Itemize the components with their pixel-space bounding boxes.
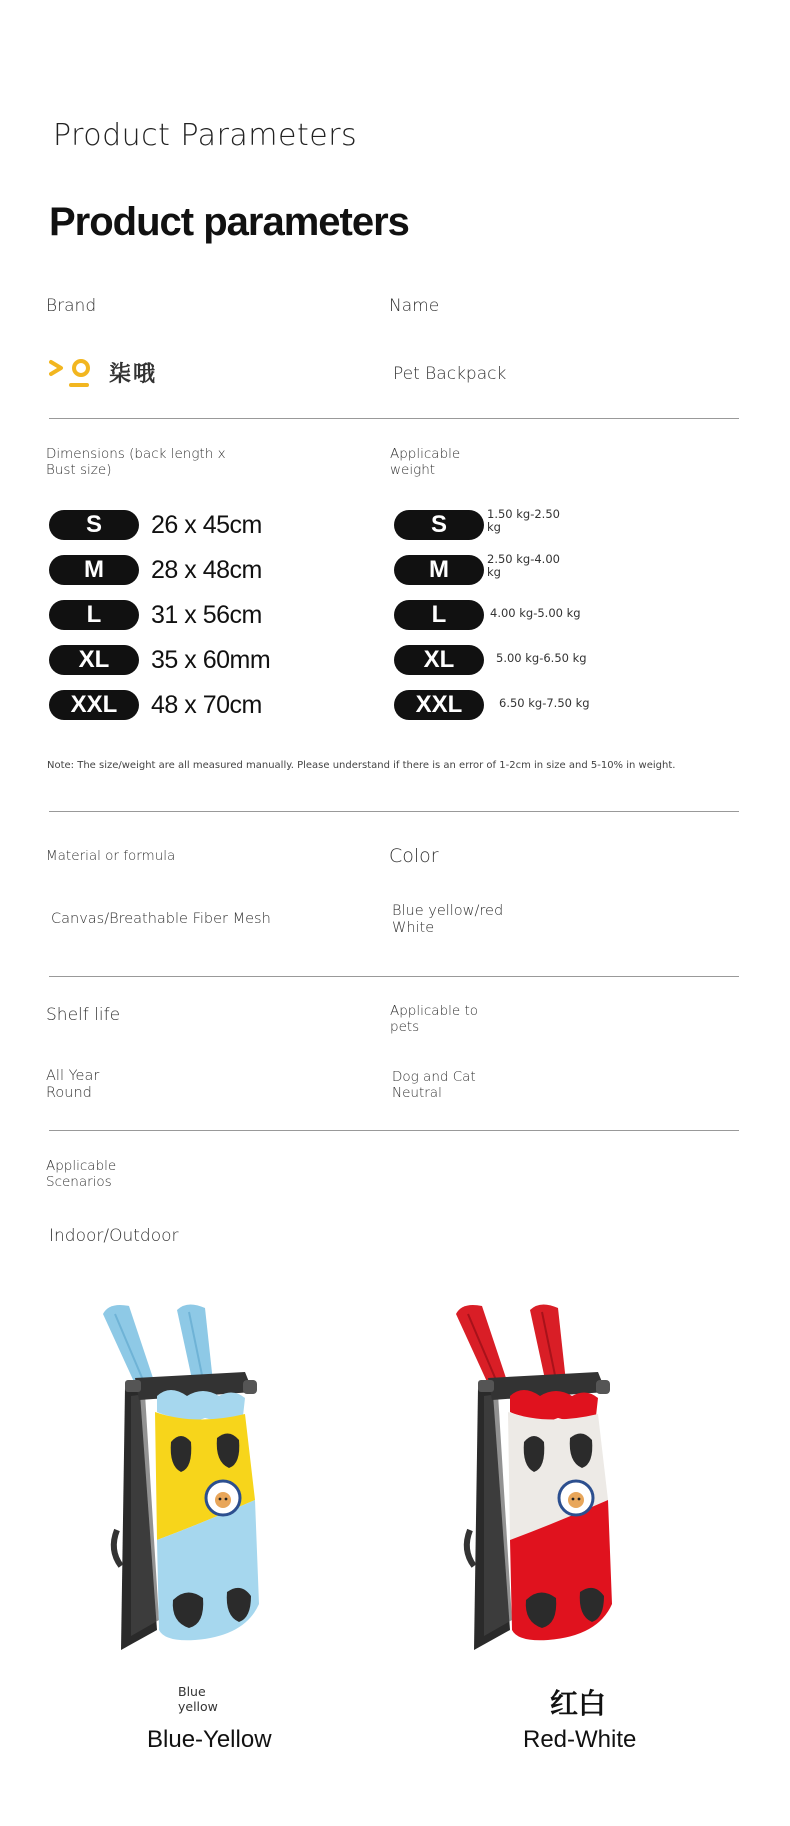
weight-label-line2: weight <box>390 462 436 478</box>
weight-value-xxl: 6.50 kg-7.50 kg <box>499 696 590 710</box>
measurement-note: Note: The size/weight are all measured manually. Please understand if there is an error of 1-2cm in size and 5-10% in weight. <box>47 760 676 771</box>
shelf-life-label: Shelf life <box>46 1005 121 1025</box>
divider <box>49 1130 739 1131</box>
brand-label: Brand <box>46 296 97 316</box>
scenarios-label <box>46 1158 116 1190</box>
shelf-life-value-line1: All Year <box>46 1068 100 1084</box>
dimensions-label-line2: Bust size) <box>46 462 112 478</box>
size-badge-xxl: XXL <box>49 690 139 720</box>
product-name-red-white: Red-White <box>523 1726 637 1753</box>
mesh-texture <box>131 1394 159 1636</box>
page-subtitle: Product Parameters <box>53 118 358 153</box>
page-title: Product parameters <box>49 200 409 244</box>
buckle <box>478 1380 494 1392</box>
color-value-line1: Blue yellow/red <box>392 903 504 919</box>
weight-badge-s: S <box>394 510 484 540</box>
weight-value-s-line1: 1.50 kg-2.50 <box>487 507 560 521</box>
dimension-value-xxl: 48 x 70cm <box>151 691 262 719</box>
product-name-blue-yellow: Blue-Yellow <box>147 1726 272 1753</box>
scenarios-label-line2: Scenarios <box>46 1174 112 1190</box>
weight-badge-xxl: XXL <box>394 690 484 720</box>
shelf-life-value-line2: Round <box>46 1085 92 1101</box>
weight-value-m-line1: 2.50 kg-4.00 <box>487 552 560 566</box>
buckle <box>596 1380 610 1394</box>
product-name-cn: 红白 <box>550 1687 607 1720</box>
pets-value-line2: Neutral <box>392 1085 442 1101</box>
weight-badge-m: M <box>394 555 484 585</box>
brand-logo-icon <box>49 356 95 388</box>
backpack-blue-yellow-image <box>95 1300 305 1660</box>
dimension-value-xl: 35 x 60mm <box>151 646 271 674</box>
dimension-value-l: 31 x 56cm <box>151 601 262 629</box>
dimensions-label <box>46 446 226 478</box>
brand-logo <box>49 356 157 388</box>
pets-value-line1: Dog and Cat <box>392 1069 476 1085</box>
weight-badge-xl: XL <box>394 645 484 675</box>
divider <box>49 418 739 419</box>
scenarios-label-line1: Applicable <box>46 1158 117 1174</box>
dog-eye <box>225 1498 228 1501</box>
material-value: Canvas/Breathable Fiber Mesh <box>51 911 271 927</box>
pets-label-line2: pets <box>390 1019 420 1035</box>
brand-logo-text: 柒哦 <box>109 361 158 387</box>
color-label: Color <box>389 845 439 867</box>
dog-eye <box>578 1498 581 1501</box>
dimension-value-m: 28 x 48cm <box>151 556 262 584</box>
weight-value-s <box>487 508 560 534</box>
name-label: Name <box>389 296 440 316</box>
buckle <box>125 1380 141 1392</box>
color-value-line2: White <box>392 920 435 936</box>
buckle <box>243 1380 257 1394</box>
size-badge-m: M <box>49 555 139 585</box>
dimensions-label-line1: Dimensions (back length x <box>46 446 226 462</box>
color-value <box>392 903 503 937</box>
weight-value-xl: 5.00 kg-6.50 kg <box>496 651 587 665</box>
weight-value-l: 4.00 kg-5.00 kg <box>490 606 581 620</box>
side-strap <box>114 1530 121 1566</box>
dog-eye <box>219 1498 222 1501</box>
name-value: Pet Backpack <box>393 364 507 384</box>
pets-value <box>392 1069 476 1101</box>
dog-face <box>568 1492 584 1508</box>
mesh-texture <box>484 1394 512 1636</box>
dog-eye <box>572 1498 575 1501</box>
size-badge-s: S <box>49 510 139 540</box>
weight-label-line1: Applicable <box>390 446 461 462</box>
weight-value-m <box>487 553 560 579</box>
product-caption-small-line1: Blue <box>178 1684 206 1699</box>
weight-value-m-line2: kg <box>487 565 501 579</box>
pets-label <box>390 1003 478 1035</box>
backpack-red-white-image <box>450 1300 660 1660</box>
shelf-life-value <box>46 1068 99 1102</box>
weight-value-s-line2: kg <box>487 520 501 534</box>
weight-badge-l: L <box>394 600 484 630</box>
pets-label-line1: Applicable to <box>390 1003 479 1019</box>
side-strap <box>467 1530 474 1566</box>
scenarios-value: Indoor/Outdoor <box>49 1226 179 1246</box>
divider <box>49 811 739 812</box>
weight-label <box>390 446 460 478</box>
dimension-value-s: 26 x 45cm <box>151 511 262 539</box>
size-badge-xl: XL <box>49 645 139 675</box>
product-caption-small <box>178 1684 218 1714</box>
product-caption-small-line2: yellow <box>178 1699 218 1714</box>
size-badge-l: L <box>49 600 139 630</box>
dog-face <box>215 1492 231 1508</box>
material-label: Material or formula <box>46 848 176 864</box>
divider <box>49 976 739 977</box>
